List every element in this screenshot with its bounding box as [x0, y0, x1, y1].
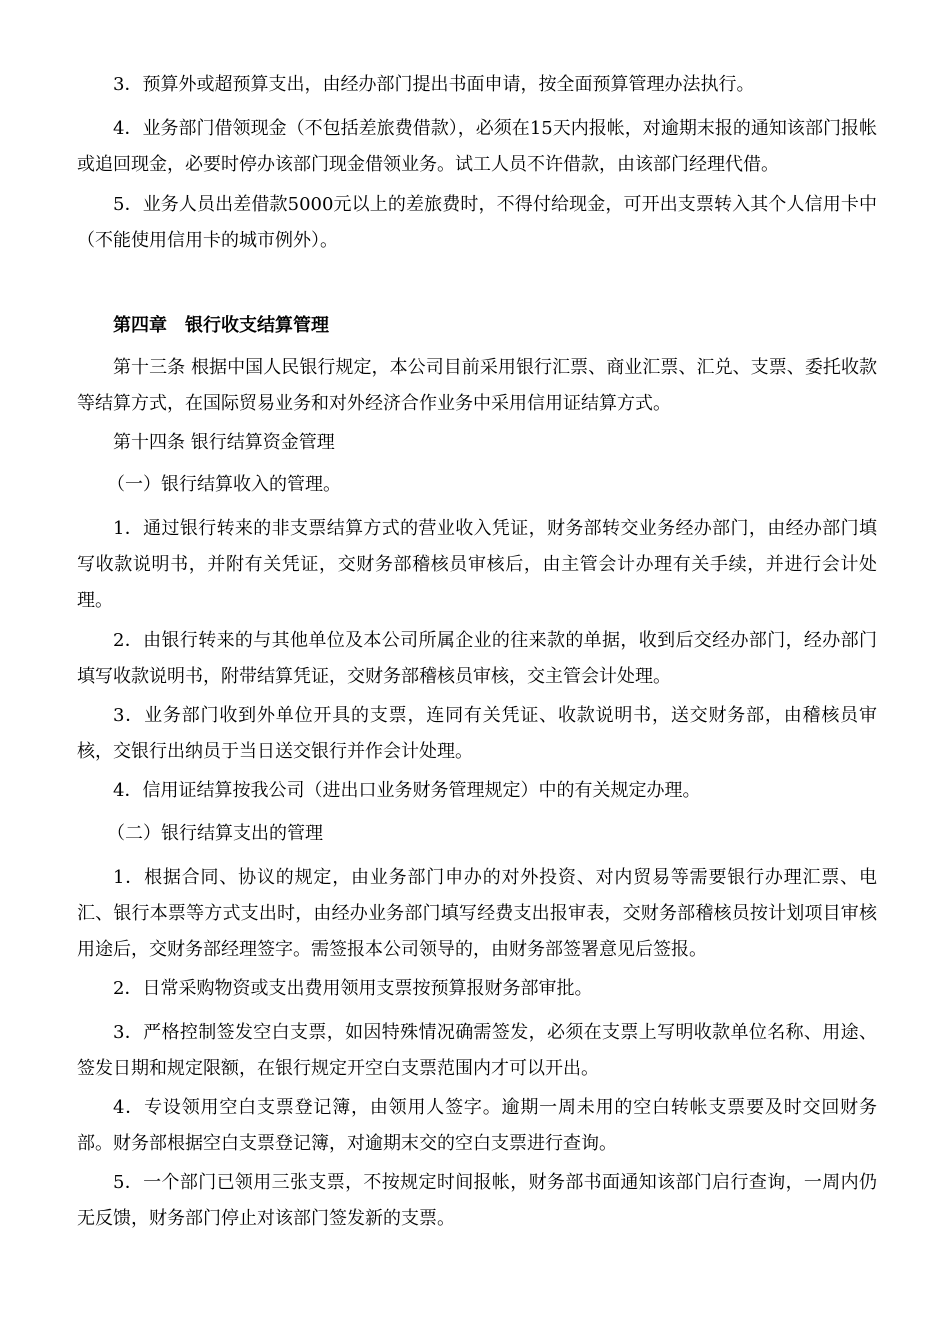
paragraph-cash-borrow-item-4: 4．业务部门借领现金（不包括差旅费借款），必须在15天内报帐，对逾期末报的通知该部门报帐或追回现金，必要时停办该部门现金借领业务。试工人员不许借款，由该部门经理代借。: [77, 118, 877, 175]
paragraph-income-item-4: 4．信用证结算按我公司（进出口业务财务管理规定）中的有关规定办理。: [113, 780, 701, 801]
paragraph-income-item-3: 3．业务部门收到外单位开具的支票，连同有关凭证、收款说明书，送交财务部，由稽核员审核，交银行出纳员于当日送交银行并作会计处理。: [77, 705, 877, 762]
paragraph-travel-loan-item-5: 5．业务人员出差借款5000元以上的差旅费时，不得付给现金，可开出支票转入其个人信用卡中（不能使用信用卡的城市例外）。: [77, 194, 877, 251]
paragraph-expense-item-2: 2．日常采购物资或支出费用领用支票按预算报财务部审批。: [113, 978, 593, 999]
paragraph-expense-item-5: 5．一个部门已领用三张支票，不按规定时间报帐，财务部书面通知该部门启行查询，一周内仍无反馈，财务部门停止对该部门签发新的支票。: [77, 1172, 877, 1229]
paragraph-expense-item-3: 3．严格控制签发空白支票，如因特殊情况确需签发，必须在支票上写明收款单位名称、用途、签发日期和规定限额，在银行规定开空白支票范围内才可以开出。: [77, 1022, 877, 1079]
chapter-heading: 第四章 银行收支结算管理: [113, 315, 329, 336]
section-heading-expense: （二）银行结算支出的管理: [107, 823, 323, 844]
paragraph-expense-item-4: 4．专设领用空白支票登记簿，由领用人签字。逾期一周未用的空白转帐支票要及时交回财务部。财务部根据空白支票登记簿，对逾期末交的空白支票进行查询。: [77, 1097, 877, 1154]
paragraph-income-item-2: 2．由银行转来的与其他单位及本公司所属企业的往来款的单据，收到后交经办部门，经办部门填写收款说明书，附带结算凭证，交财务部稽核员审核，交主管会计处理。: [77, 630, 877, 687]
paragraph-budget-item-3: 3．预算外或超预算支出，由经办部门提出书面申请，按全面预算管理办法执行。: [113, 74, 755, 95]
section-heading-income: （一）银行结算收入的管理。: [107, 474, 341, 495]
paragraph-article-14: 第十四条 银行结算资金管理: [113, 432, 335, 453]
paragraph-article-13: 第十三条 根据中国人民银行规定，本公司目前采用银行汇票、商业汇票、汇兑、支票、委托收款等结算方式，在国际贸易业务和对外经济合作业务中采用信用证结算方式。: [77, 357, 877, 414]
paragraph-expense-item-1: 1．根据合同、协议的规定，由业务部门申办的对外投资、对内贸易等需要银行办理汇票、电汇、银行本票等方式支出时，由经办业务部门填写经费支出报审表，交财务部稽核员按计划项目审核用途后，交财务部经理签字。需签报本公司领导的，由财务部签署意见后签报。: [77, 867, 877, 960]
paragraph-income-item-1: 1．通过银行转来的非支票结算方式的营业收入凭证，财务部转交业务经办部门，由经办部门填写收款说明书，并附有关凭证，交财务部稽核员审核后，由主管会计办理有关手续，并进行会计处理。: [77, 518, 877, 611]
